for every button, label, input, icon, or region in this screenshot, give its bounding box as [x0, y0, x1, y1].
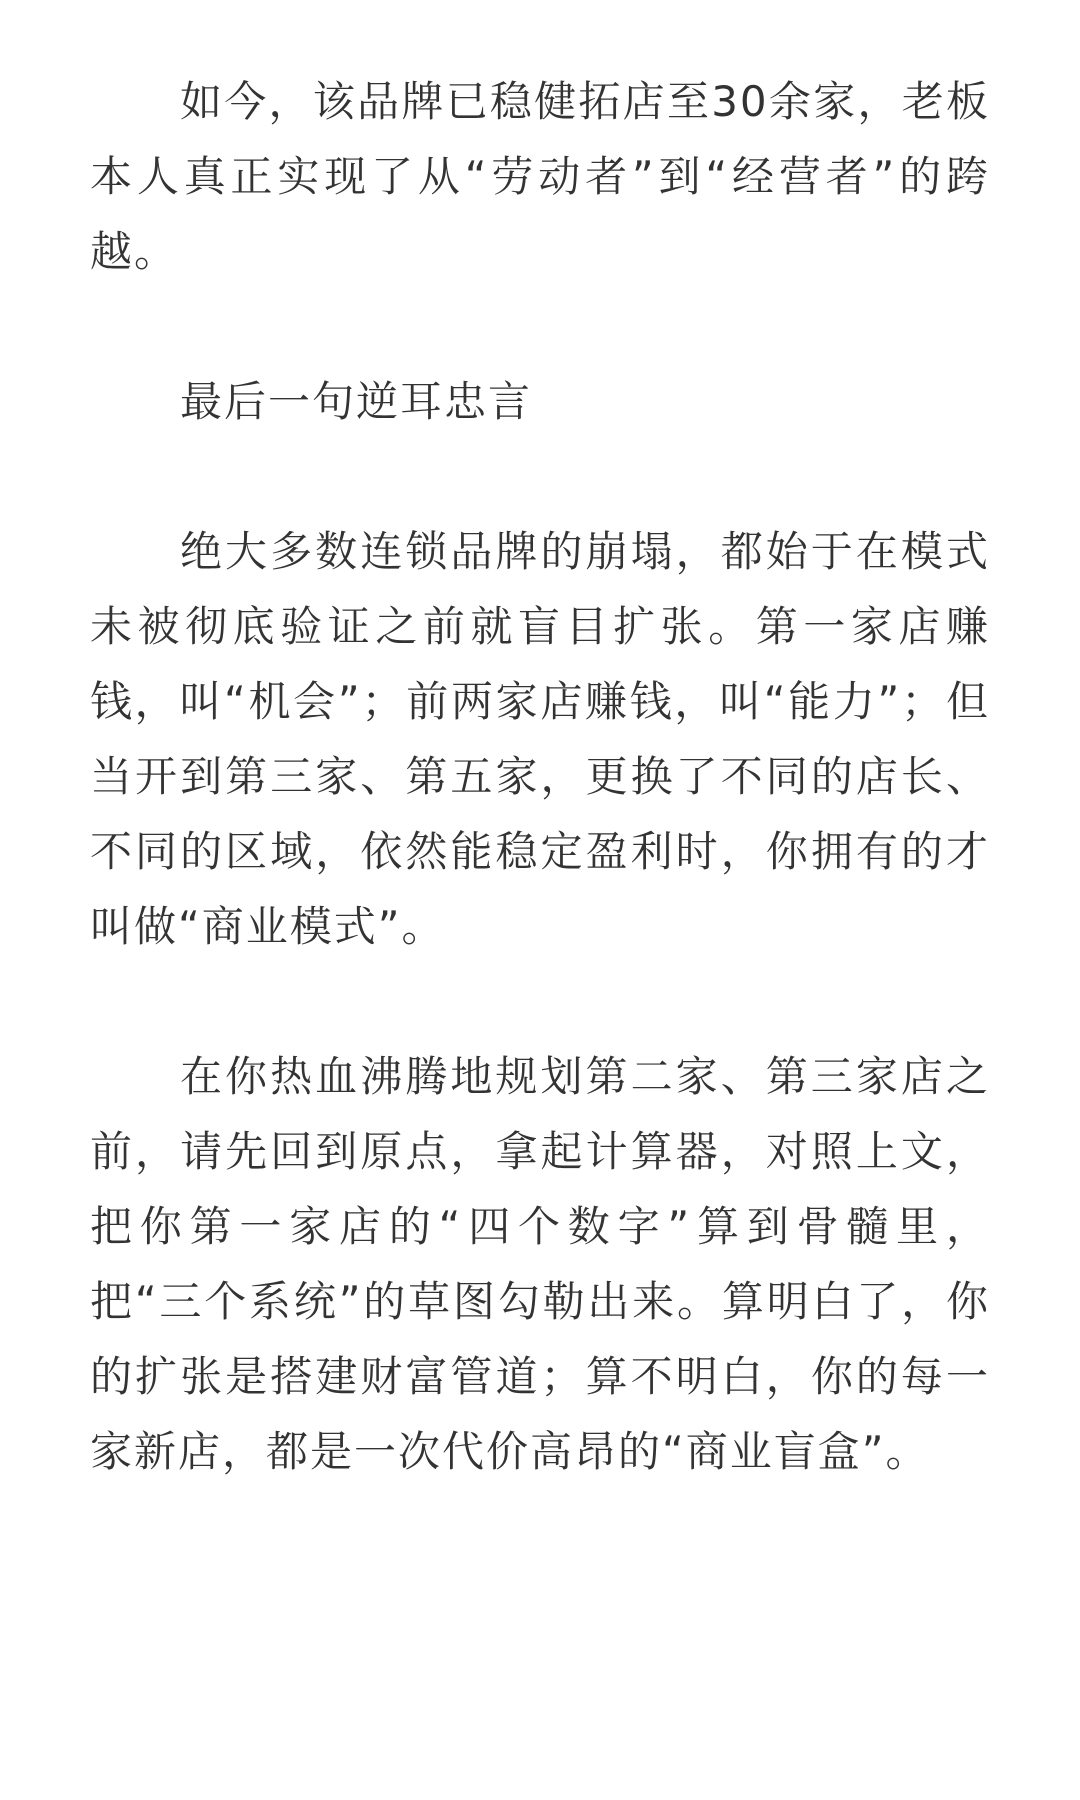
- paragraph-expansion-result: 如今，该品牌已稳健拓店至30余家，老板本人真正实现了从“劳动者”到“经营者”的跨越。: [90, 77, 990, 276]
- paragraph-advice: 在你热血沸腾地规划第二家、第三家店之前，请先回到原点，拿起计算器，对照上文，把你第一家店的“四个数字”算到骨髓里，把“三个系统”的草图勾勒出来。算明白了，你的扩张是搭建财富管道；算不明白，你的每一家新店，都是一次代价高昂的“商业盲盒”。: [90, 1052, 990, 1476]
- paragraph-business-model: 绝大多数连锁品牌的崩塌，都始于在模式未被彻底验证之前就盲目扩张。第一家店赚钱，叫“机会”；前两家店赚钱，叫“能力”；但当开到第三家、第五家，更换了不同的店长、不同的区域，依然能稳定盈利时，你拥有的才叫做“商业模式”。: [90, 527, 990, 951]
- section-heading: 最后一句逆耳忠言: [180, 377, 533, 426]
- article-body: [90, 64, 990, 1564]
